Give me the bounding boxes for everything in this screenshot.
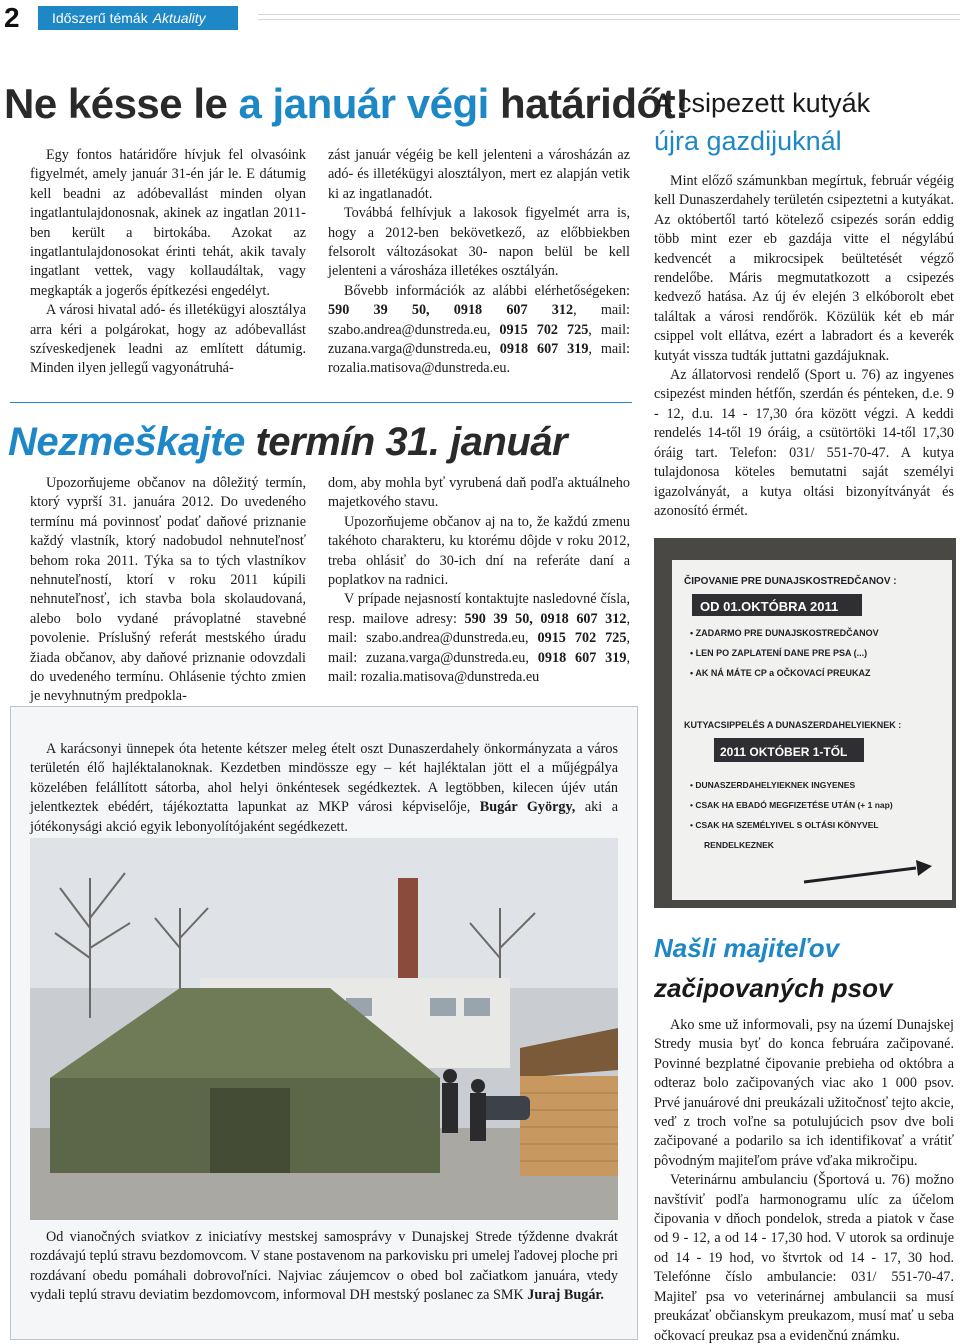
hu-phone-2: 0915 702 725: [499, 321, 589, 338]
sk-col2-p2: Upozorňujeme občanov aj na to, že každú zmenu takéhoto charakteru, ku ktorému dôjde v roku 2012, treba ohlásiť do 30-ich dní na referáte daní a poplatkov na radnici.: [328, 513, 630, 589]
sign-line11: RENDELKEZNEK: [704, 840, 774, 850]
sk-col1-p1: Upozorňujeme občanov na dôležitý termín, ktorý vyprší 31. januára 2012. Do uvedeného termínu má povinnosť podať daňové priznanie každý vlastník, ktorý nadobudol nehnuteľnosť behom roka 2011. Týka sa to tých vlastníkov nehnuteľností, ktorí v roku 2011 kúpili nehnuteľnosť, ich stavba bola skolaudovaná, alebo bolo vydané právoplatné stavebné povolenie. Príslušný referát mestského úradu žiada občanov, aby daňové priznanie odovzdali do uvedeného termínu. Ohlásenie týchto zmien je nevyhnutným predpokla-: [30, 475, 306, 705]
hu-mail-2: , mail: zuzana.varga@dunstreda.eu,: [328, 321, 630, 358]
hu-article-col2: [328, 146, 630, 379]
dogs-sk-title-line1: Našli majiteľov: [654, 933, 840, 963]
dogs-sk-body: [654, 1016, 954, 1344]
dogs-hu-title-line1: A csipezett kutyák: [654, 88, 871, 118]
hu-col2-p2: Továbbá felhívjuk a lakosok figyelmét arra is, hogy a 2012-ben bekövetkező, az előbbiekben felsorolt változásokat 30- napon belül be kell jelenteni a városháza illetékes osztályán.: [328, 205, 630, 280]
hu-mail-1: , mail: szabo.andrea@dunstreda.eu,: [328, 302, 630, 338]
sk-phone-3: 0918 607 319: [537, 649, 627, 666]
caption-sk-text-a: Od vianočných sviatkov z iniciatívy mestskej samosprávy v Dunajskej Strede týždenne dvakrát rozdávajú teplú stravu bezdomovcom. V stane postavenom na parkovisku pri umelej ľadovej ploche pri rozdávaní obedu pomáhali dobrovoľníci. Najviac záujemcov o obed bol začiatkom januára, vtedy vydali teplú stravu deviatim bezdomovcom, informoval DH mestský poslanec za SMK: [30, 1229, 618, 1304]
dogs-sk-p1: Ako sme už informovali, psy na území Dunajskej Stredy musia byť do konca februára začipované. Povinné bezplatné čipovanie prebieha od októbra a odteraz bolo začipovaných viac ako 1 000 psov. Prvé januárové dni preukázali užitočnosť tejto akcie, veď z troch voľne sa potulujúcich psov dve boli začipované a podarilo sa ich identifikovať a vrátiť pôvodným majiteľom práve vďaka mikročipu.: [654, 1017, 954, 1169]
dogs-sk-title-line2: začipovaných psov: [654, 973, 893, 1003]
caption-hu-text-b: aki a jótékonysági akció egyik lebonyolítójaként segédkezett.: [30, 799, 618, 835]
sign-line2: OD 01.OKTÓBRA 2011: [700, 599, 839, 614]
dogs-hu-p2: Az állatorvosi rendelő (Sport u. 76) az ingyenes csipezést minden hétfőn, szerdán és pénteken, d.e. 9 - 12, d.u. 14 - 17,30 óra között végzi. A keddi rendelés 14-től 19 óráig, a csütörtöki 14-től 17,30 óráig tart. Telefon: 031/ 551-70-47. A kutya tulajdonosa köteles bemutatni saját személyi igazolványát, a kutya oltási bizonyítványát és azonosító érmét.: [654, 367, 954, 519]
hu-title-part3: határidőt!: [488, 80, 689, 127]
sign-line7: 2011 OKTÓBER 1-TŐL: [720, 745, 848, 759]
sk-mail-2: , mail: zuzana.varga@dunstreda.eu,: [328, 630, 630, 666]
dogs-hu-title-line2: újra gazdijuknál: [654, 126, 842, 156]
sk-mail-1: , mail: szabo.andrea@dunstreda.eu,: [328, 610, 631, 647]
dogs-hu-title: [654, 84, 954, 160]
sign-photo-image: [654, 538, 956, 908]
hu-col1-p1: Egy fontos határidőre hívjuk fel olvasóink figyelmét, amely január 31-én jár le. E dátumig kell beadni az adóbevallást minden olyan ingatlantulajdonosnak, akinek az ingatlan 2011-ben került a birtokába. Azokat az ingatlantulajdonosokat érinti tehát, akik tavaly ingatlant vettek, vagy kollaudáltak, vagy megkapták a jogerős építkezési engedélyt.: [30, 147, 306, 299]
hu-phone-3: 0918 607 319: [499, 341, 589, 358]
sk-col2-p1: dom, aby mohla byť vyrubená daň podľa aktuálneho majetkového stavu.: [328, 475, 630, 511]
photo-caption-hu: [30, 740, 618, 837]
sk-article-col2: [328, 474, 630, 687]
hu-title-part1: Ne késse le: [4, 80, 239, 127]
sign-line1: ČIPOVANIE PRE DUNAJSKOSTREDČANOV :: [684, 576, 897, 587]
dogs-hu-p1: Mint előző számunkban megírtuk, február végéig kell Dunaszerdahely területén csipeztetni a kutyákat. Az októbertől tartó kötelező csipezés során eddig több mint ezer eb gazdája vitte el négylábú kedvencét a mikrocsipek beültetését végző rendelőbe. Máris megmutatkozott a csipezés kedvező hatása. Az új év elején 3 elkóborolt ebet találtak a városi rendőrök. Közülük két eb már csippel volt ellátva, ezért a labradort és a keverék kutyát vissza tudták juttatni gazdájuknak.: [654, 173, 954, 364]
sign-photo: [654, 538, 956, 908]
hu-article-title: [4, 80, 689, 128]
sign-line10: • CSAK HA SZEMÉLYIVEL S OLTÁSI KÖNYVEL: [690, 820, 879, 830]
sk-contact-intro: V prípade nejasností kontaktujte nasledovné čísla, resp. mailove adresy:: [328, 591, 630, 627]
hu-title-part2: a január végi: [238, 80, 489, 127]
sk-title-part2: termín 31. január: [244, 420, 568, 464]
section-label: [38, 6, 238, 30]
hu-col2-p1: zást január végéig be kell jelenteni a városházán az adó- és illetékügyi alosztályon, mert ez alapján vetik ki az ingatlanadót.: [328, 147, 630, 202]
tent-photo: [30, 838, 618, 1220]
photo-caption-sk: [30, 1228, 618, 1306]
sk-mail-3: , mail: rozalia.matisova@dunstreda.eu: [328, 649, 630, 686]
hu-article-col1: [30, 146, 306, 379]
sk-col2-p3: [328, 590, 630, 687]
hu-col2-p3: [328, 282, 630, 379]
hu-phone-1: 590 39 50, 0918 607 312: [328, 302, 574, 319]
sign-line3: • ZADARMO PRE DUNAJSKOSTREDČANOV: [690, 628, 879, 638]
caption-hu-text-a: A karácsonyi ünnepek óta hetente kétszer meleg ételt oszt Dunaszerdahely önkormányzata a város területén élő hajléktalanoknak. Kezdetben mindössze egy – két hajléktalan jött el a műjégpálya közelében felállított sátorba, ahol helyi önkéntesek segédkeztek. A legtöbben, kilecen újév után jelentkeztek ebédért, tájékoztatta lapunkat az MKP városi képviselője,: [30, 741, 618, 816]
sk-title-part1: Nezmeškajte: [8, 420, 245, 464]
header-rule: [258, 14, 960, 20]
sign-line4: • LEN PO ZAPLATENÍ DANE PRE PSA (...): [690, 648, 868, 658]
hu-col1-p2: A városi hivatal adó- és illetékügyi alosztálya arra kéri a polgárokat, hogy az adóbevallást szíveskedjenek leadni az említett dátumig. Minden ilyen jellegű vagyonátruhá-: [30, 302, 306, 377]
sign-line9: • CSAK HA EBADÓ MEGFIZETÉSE UTÁN (+ 1 nap): [690, 800, 893, 810]
caption-sk-name: Juraj Bugár.: [527, 1287, 604, 1304]
sk-article-col1: [30, 474, 306, 707]
tent-photo-image: [30, 838, 618, 1220]
sk-article-title: [8, 420, 567, 465]
sign-line5: • AK NÁ MÁTE CP a OČKOVACÍ PREUKAZ: [690, 668, 871, 678]
article-divider: [10, 402, 632, 403]
dogs-sk-title: [654, 928, 954, 1008]
hu-contact-intro: Bővebb információk az alábbi elérhetőségeken:: [344, 282, 630, 299]
dogs-hu-body: [654, 172, 954, 521]
hu-mail-3: , mail: rozalia.matisova@dunstreda.eu.: [328, 341, 630, 377]
sign-line8: • DUNASZERDAHELYIEKNEK INGYENES: [690, 780, 856, 790]
section-label-hu: Időszerű témák: [52, 10, 148, 26]
section-label-sk: Aktuality: [152, 10, 206, 26]
dogs-sk-p2: Veterinárnu ambulanciu (Športová u. 76) možno navštíviť podľa harmonogramu ulíc za účelom čipovania v dňoch pondelok, streda a piatok v čase od 9 - 12, a od 14 - 17,30 hod. V utorok sa ordinuje od 14 - 19 hod, vo štvrtok od 14 - 17, 30 hod. Telefónne číslo ambulancie: 031/ 551-70-47. Majiteľ psa vo veterinárnej ambulancii sa musí preukázať občianskym preukazom, musí mať u seba očkovací preukaz psa a evidenčnú známku.: [654, 1172, 954, 1344]
caption-hu-name: Bugár György,: [479, 799, 576, 816]
sk-phone-1: 590 39 50, 0918 607 312: [464, 610, 627, 627]
sk-phone-2: 0915 702 725: [537, 630, 627, 647]
page-number: 2: [4, 2, 20, 33]
sign-line6: KUTYACSIPPELÉS A DUNASZERDAHELYIEKNEK :: [684, 720, 902, 730]
